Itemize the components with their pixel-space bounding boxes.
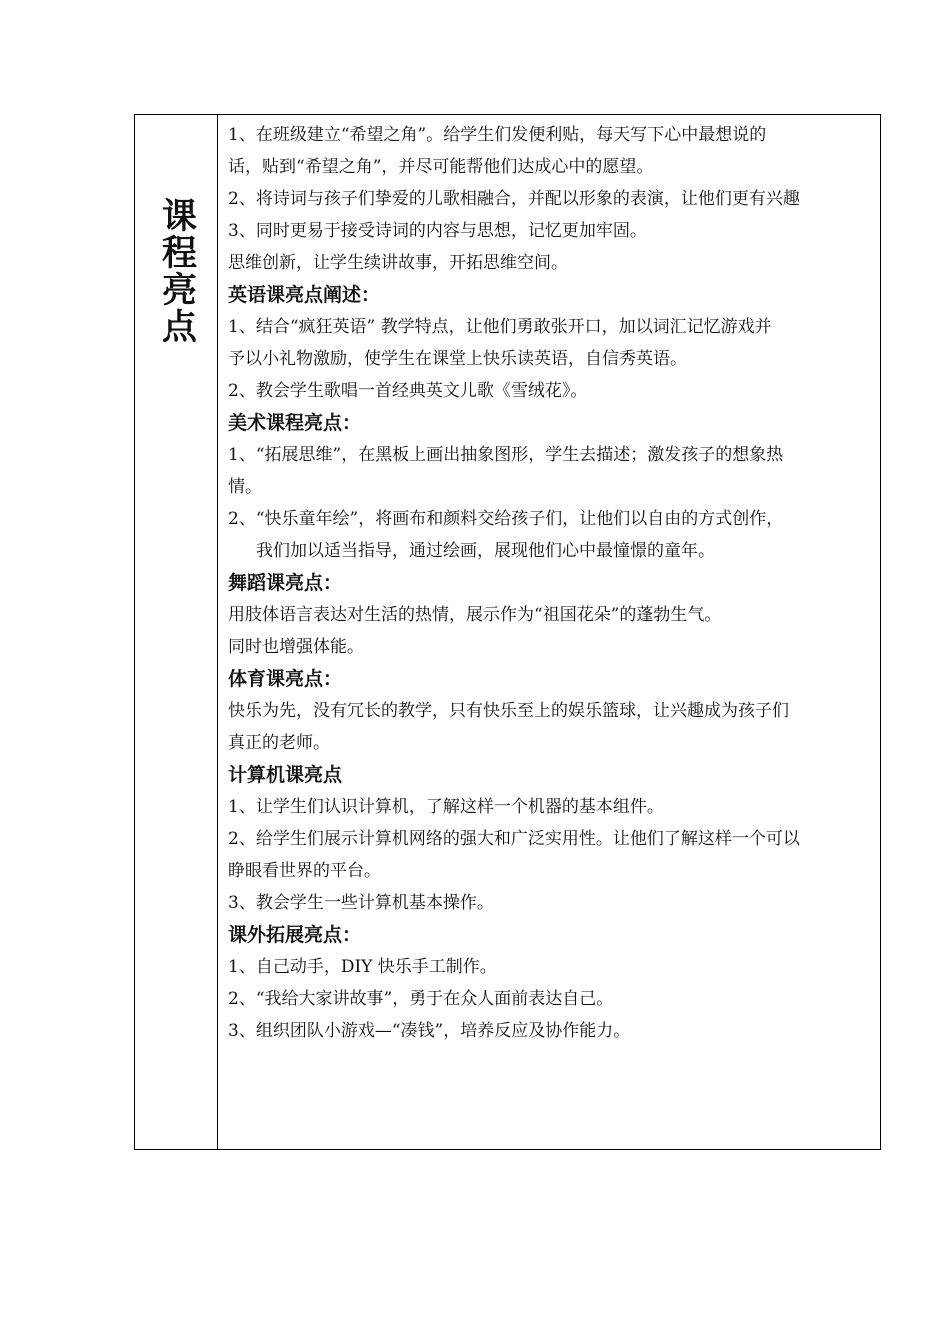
pe-section — [228, 663, 874, 759]
section-heading: 美术课程亮点： — [228, 412, 362, 434]
text-line: 我们加以适当指导，通过绘画，展现他们心中最憧憬的童年。 — [256, 541, 715, 561]
art-section — [228, 407, 874, 567]
english-section — [228, 279, 874, 407]
text-line: 1、在班级建立“希望之角”。给学生们发便利贴，每天写下心中最想说的 — [228, 125, 767, 145]
text-line: 2、“我给大家讲故事”，勇于在众人面前表达自己。 — [228, 989, 614, 1009]
section-label: 课程亮点 — [156, 197, 197, 345]
text-line: 3、教会学生一些计算机基本操作。 — [228, 893, 494, 913]
section-heading: 体育课亮点： — [228, 668, 343, 690]
section-heading: 英语课亮点阐述： — [228, 284, 381, 306]
text-line: 思维创新，让学生续讲故事，开拓思维空间。 — [228, 253, 568, 273]
section-heading: 舞蹈课亮点： — [228, 572, 343, 594]
text-line: 2、给学生们展示计算机网络的强大和广泛实用性。让他们了解这样一个可以 — [228, 829, 800, 849]
content-cell — [218, 115, 880, 1149]
text-line: 1、自己动手，DIY 快乐手工制作。 — [228, 957, 497, 977]
course-highlights-table — [134, 114, 881, 1150]
text-line: 快乐为先，没有冗长的教学，只有快乐至上的娱乐篮球，让兴趣成为孩子们 — [228, 701, 789, 721]
text-line: 同时也增强体能。 — [228, 637, 364, 657]
text-line: 情。 — [228, 477, 262, 497]
text-line: 真正的老师。 — [228, 733, 330, 753]
dance-section — [228, 567, 874, 663]
section-heading: 计算机课亮点 — [228, 764, 343, 786]
section-heading: 课外拓展亮点： — [228, 924, 362, 946]
label-cell — [135, 115, 218, 1149]
text-line: 1、让学生们认识计算机，了解这样一个机器的基本组件。 — [228, 797, 664, 817]
text-line: 话，贴到“希望之角”，并尽可能帮他们达成心中的愿望。 — [228, 157, 654, 177]
text-line: 予以小礼物激励，使学生在课堂上快乐读英语，自信秀英语。 — [228, 349, 687, 369]
extracurricular-section — [228, 919, 874, 1047]
text-line: 睁眼看世界的平台。 — [228, 861, 381, 881]
text-line: 1、结合“疯狂英语” 教学特点，让他们勇敢张开口，加以词汇记忆游戏并 — [228, 317, 772, 337]
text-line: 3、组织团队小游戏—“凑钱”，培养反应及协作能力。 — [228, 1021, 631, 1041]
text-line: 2、“快乐童年绘”，将画布和颜料交给孩子们，让他们以自由的方式创作， — [228, 509, 784, 529]
computer-section — [228, 759, 874, 919]
text-line: 3、同时更易于接受诗词的内容与思想，记忆更加牢固。 — [228, 221, 647, 241]
text-line: 2、将诗词与孩子们挚爱的儿歌相融合，并配以形象的表演，让他们更有兴趣 — [228, 189, 800, 209]
general-highlights-section — [228, 119, 874, 279]
text-line: 1、“拓展思维”，在黑板上画出抽象图形，学生去描述；激发孩子的想象热 — [228, 445, 784, 465]
text-line: 用肢体语言表达对生活的热情，展示作为“祖国花朵”的蓬勃生气。 — [228, 605, 722, 625]
text-line: 2、教会学生歌唱一首经典英文儿歌《雪绒花》。 — [228, 381, 588, 401]
